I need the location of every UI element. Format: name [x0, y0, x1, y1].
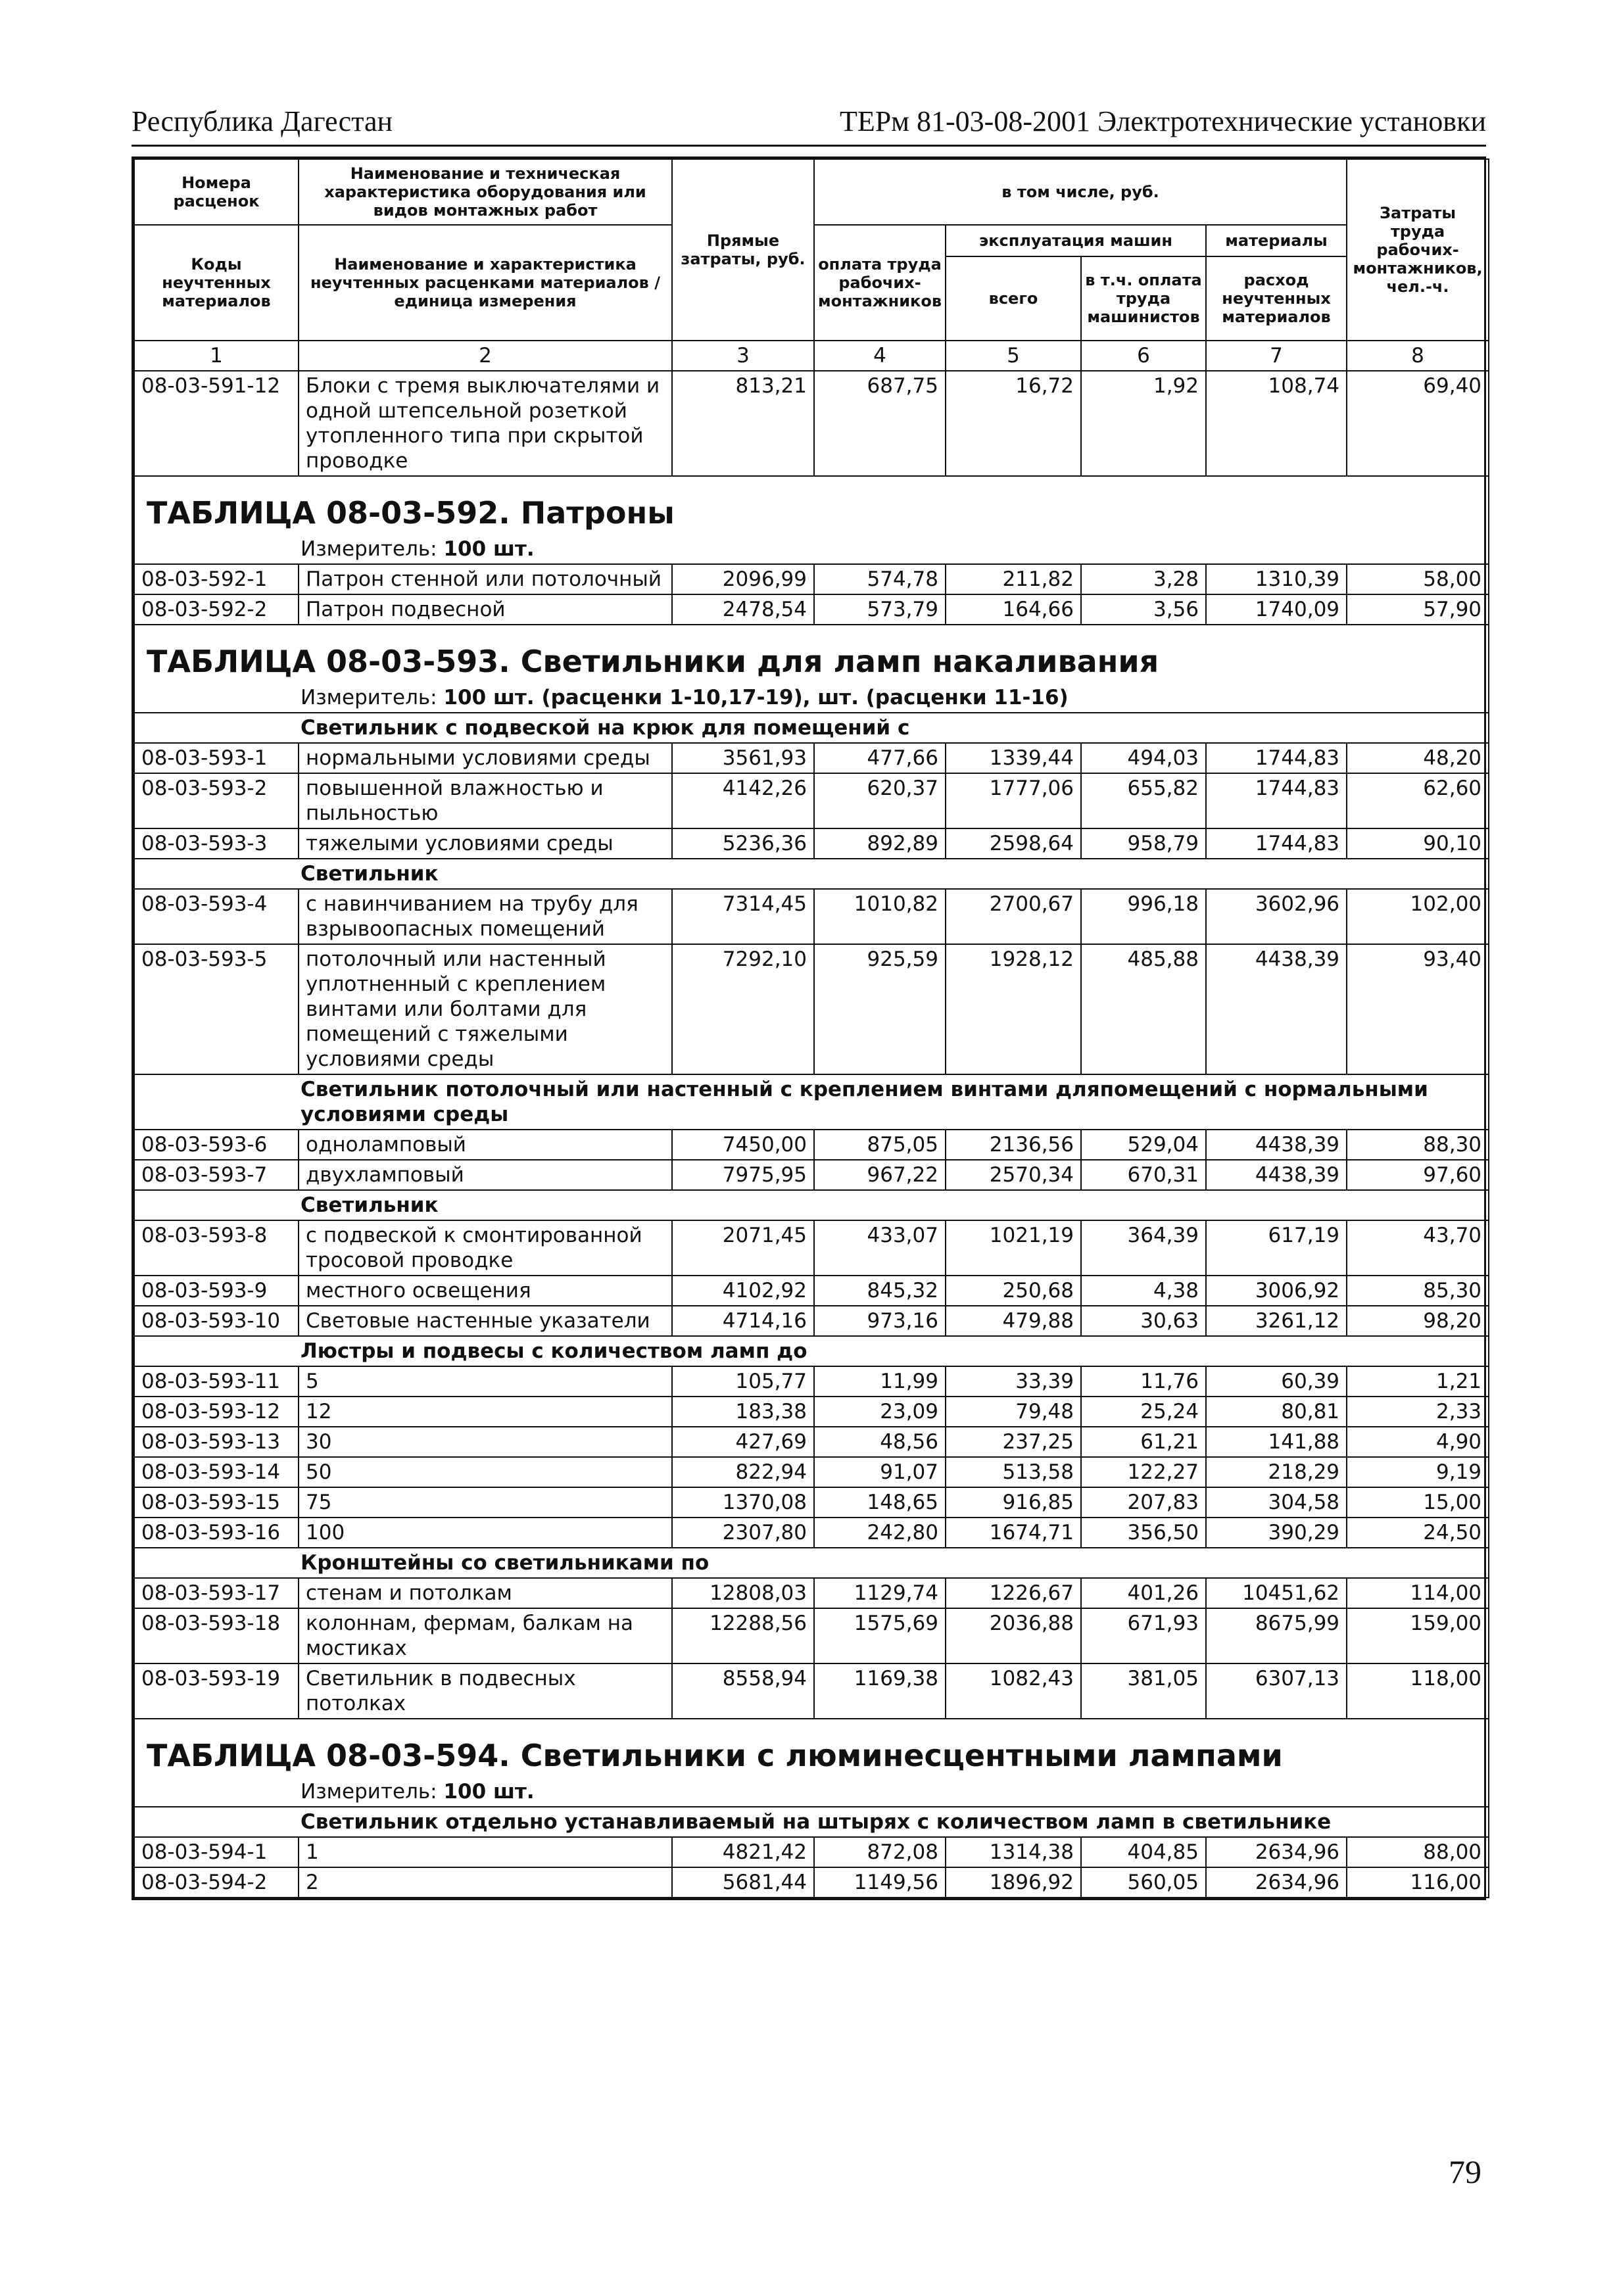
- table-row: [134, 1306, 1489, 1336]
- machines-value: 164,66: [946, 594, 1081, 625]
- machine-wages-value: 30,63: [1081, 1306, 1206, 1336]
- machines-value: 2700,67: [946, 889, 1081, 944]
- group-heading: Люстры и подвесы с количеством ламп до: [134, 1336, 1489, 1366]
- col-num: 2: [299, 341, 672, 371]
- col-codes-bottom: Коды неучтенных материалов: [134, 225, 299, 341]
- table-row: [134, 773, 1489, 828]
- labor-value: 102,00: [1347, 889, 1489, 944]
- table-row: [134, 564, 1489, 594]
- direct-cost: 2071,45: [672, 1220, 814, 1276]
- table-row: [134, 1366, 1489, 1397]
- labor-value: 57,90: [1347, 594, 1489, 625]
- direct-cost: 2478,54: [672, 594, 814, 625]
- table-title: ТАБЛИЦА 08-03-592. Патроны: [134, 476, 1489, 535]
- machine-wages-value: 25,24: [1081, 1397, 1206, 1427]
- rate-name: 5: [299, 1366, 672, 1397]
- machines-value: 1674,71: [946, 1518, 1081, 1548]
- col-num: 3: [672, 341, 814, 371]
- rate-code: 08-03-594-2: [134, 1867, 299, 1898]
- measure-value: 100 шт.: [443, 1780, 535, 1804]
- col-name-top: Наименование и техническая характеристика оборудования или видов монтажных работ: [299, 159, 672, 225]
- wages-value: 1149,56: [814, 1867, 946, 1898]
- rate-name: одноламповый: [299, 1130, 672, 1160]
- col-wages: оплата труда рабочих-монтажников: [814, 225, 946, 341]
- machine-wages-value: 996,18: [1081, 889, 1206, 944]
- rate-name: 1: [299, 1837, 672, 1867]
- measure-value: 100 шт.: [443, 537, 535, 561]
- rate-code: 08-03-591-12: [134, 371, 299, 476]
- wages-value: 574,78: [814, 564, 946, 594]
- col-mach-wages: в т.ч. оплата труда машинистов: [1081, 256, 1206, 341]
- machines-value: 1314,38: [946, 1837, 1081, 1867]
- wages-value: 23,09: [814, 1397, 946, 1427]
- rate-code: 08-03-593-8: [134, 1220, 299, 1276]
- rates-table-frame: [132, 156, 1486, 1900]
- wages-value: 1129,74: [814, 1578, 946, 1608]
- table-row: [134, 1663, 1489, 1719]
- materials-value: 1310,39: [1206, 564, 1347, 594]
- rate-name: потолочный или настенный уплотненный с креплением винтами или болтами для помещений с тяжелыми условиями среды: [299, 944, 672, 1074]
- col-incl: в том числе, руб.: [814, 159, 1347, 225]
- rate-name: тяжелыми условиями среды: [299, 828, 672, 859]
- rate-code: 08-03-593-1: [134, 743, 299, 773]
- group-heading: Светильник потолочный или настенный с креплением винтами дляпомещений с нормальными условиями среды: [134, 1074, 1489, 1130]
- rate-name: стенам и потолкам: [299, 1578, 672, 1608]
- rate-code: 08-03-592-1: [134, 564, 299, 594]
- table-row: [134, 743, 1489, 773]
- labor-value: 43,70: [1347, 1220, 1489, 1276]
- materials-value: 218,29: [1206, 1457, 1347, 1487]
- wages-value: 967,22: [814, 1160, 946, 1190]
- col-codes-top: Номера расценок: [134, 159, 299, 225]
- materials-value: 617,19: [1206, 1220, 1347, 1276]
- materials-value: 2634,96: [1206, 1837, 1347, 1867]
- wages-value: 242,80: [814, 1518, 946, 1548]
- machines-value: 1777,06: [946, 773, 1081, 828]
- measure-unit: [134, 683, 1489, 713]
- table-title: ТАБЛИЦА 08-03-594. Светильники с люминесцентными лампами: [134, 1719, 1489, 1777]
- materials-value: 304,58: [1206, 1487, 1347, 1518]
- wages-value: 872,08: [814, 1837, 946, 1867]
- col-materials-sub: расход неучтенных материалов: [1206, 256, 1347, 341]
- rate-name: Световые настенные указатели: [299, 1306, 672, 1336]
- labor-value: 97,60: [1347, 1160, 1489, 1190]
- rate-code: 08-03-593-7: [134, 1160, 299, 1190]
- wages-value: 925,59: [814, 944, 946, 1074]
- direct-cost: 813,21: [672, 371, 814, 476]
- machines-value: 1082,43: [946, 1663, 1081, 1719]
- machine-wages-value: 670,31: [1081, 1160, 1206, 1190]
- col-num: 7: [1206, 341, 1347, 371]
- table-row: [134, 1518, 1489, 1548]
- header-row-1: [134, 159, 1489, 225]
- table-row: [134, 828, 1489, 859]
- labor-value: 62,60: [1347, 773, 1489, 828]
- machine-wages-value: 3,28: [1081, 564, 1206, 594]
- machine-wages-value: 61,21: [1081, 1427, 1206, 1457]
- table-title: ТАБЛИЦА 08-03-593. Светильники для ламп накаливания: [134, 625, 1489, 683]
- rate-code: 08-03-593-14: [134, 1457, 299, 1487]
- materials-value: 141,88: [1206, 1427, 1347, 1457]
- rate-code: 08-03-593-11: [134, 1366, 299, 1397]
- group-heading-row: [134, 1190, 1489, 1220]
- col-num: 5: [946, 341, 1081, 371]
- rates-table: [133, 158, 1489, 1898]
- direct-cost: 105,77: [672, 1366, 814, 1397]
- col-num: 8: [1347, 341, 1489, 371]
- section-title-row: [134, 476, 1489, 535]
- group-heading: Светильник: [134, 859, 1489, 889]
- machine-wages-value: 958,79: [1081, 828, 1206, 859]
- direct-cost: 4821,42: [672, 1837, 814, 1867]
- machines-value: 2136,56: [946, 1130, 1081, 1160]
- table-row: [134, 594, 1489, 625]
- labor-value: 90,10: [1347, 828, 1489, 859]
- materials-value: 4438,39: [1206, 1130, 1347, 1160]
- labor-value: 88,30: [1347, 1130, 1489, 1160]
- machine-wages-value: 207,83: [1081, 1487, 1206, 1518]
- col-materials: материалы: [1206, 225, 1347, 256]
- table-row: [134, 1457, 1489, 1487]
- group-heading-row: [134, 1807, 1489, 1837]
- machine-wages-value: 122,27: [1081, 1457, 1206, 1487]
- machines-value: 2598,64: [946, 828, 1081, 859]
- section-title-row: [134, 625, 1489, 683]
- machine-wages-value: 401,26: [1081, 1578, 1206, 1608]
- rate-code: 08-03-593-18: [134, 1608, 299, 1663]
- measure-row: [134, 683, 1489, 713]
- section-title-row: [134, 1719, 1489, 1777]
- col-labor: Затраты труда рабочих-монтажников, чел.-ч.: [1347, 159, 1489, 341]
- machines-value: 250,68: [946, 1276, 1081, 1306]
- rate-name: Патрон стенной или потолочный: [299, 564, 672, 594]
- labor-value: 1,21: [1347, 1366, 1489, 1397]
- machine-wages-value: 560,05: [1081, 1867, 1206, 1898]
- labor-value: 116,00: [1347, 1867, 1489, 1898]
- group-heading: Кронштейны со светильниками по: [134, 1548, 1489, 1578]
- wages-value: 91,07: [814, 1457, 946, 1487]
- rate-code: 08-03-593-17: [134, 1578, 299, 1608]
- rate-code: 08-03-593-5: [134, 944, 299, 1074]
- col-num: 6: [1081, 341, 1206, 371]
- labor-value: 69,40: [1347, 371, 1489, 476]
- machines-value: 1339,44: [946, 743, 1081, 773]
- direct-cost: 5236,36: [672, 828, 814, 859]
- table-row: [134, 371, 1489, 476]
- labor-value: 114,00: [1347, 1578, 1489, 1608]
- rate-code: 08-03-593-3: [134, 828, 299, 859]
- machines-value: 1226,67: [946, 1578, 1081, 1608]
- machines-value: 33,39: [946, 1366, 1081, 1397]
- col-mach-total: всего: [946, 256, 1081, 341]
- group-heading-row: [134, 859, 1489, 889]
- labor-value: 58,00: [1347, 564, 1489, 594]
- labor-value: 15,00: [1347, 1487, 1489, 1518]
- wages-value: 973,16: [814, 1306, 946, 1336]
- col-num: 4: [814, 341, 946, 371]
- rate-name: 2: [299, 1867, 672, 1898]
- materials-value: 3602,96: [1206, 889, 1347, 944]
- rate-code: 08-03-593-4: [134, 889, 299, 944]
- materials-value: 1744,83: [1206, 773, 1347, 828]
- wages-value: 573,79: [814, 594, 946, 625]
- materials-value: 80,81: [1206, 1397, 1347, 1427]
- materials-value: 10451,62: [1206, 1578, 1347, 1608]
- rate-code: 08-03-593-13: [134, 1427, 299, 1457]
- table-row: [134, 1160, 1489, 1190]
- materials-value: 1740,09: [1206, 594, 1347, 625]
- machines-value: 211,82: [946, 564, 1081, 594]
- table-row: [134, 1487, 1489, 1518]
- direct-cost: 4102,92: [672, 1276, 814, 1306]
- materials-value: 4438,39: [1206, 1160, 1347, 1190]
- machines-value: 513,58: [946, 1457, 1081, 1487]
- machine-wages-value: 655,82: [1081, 773, 1206, 828]
- page-number: 79: [1449, 2153, 1481, 2190]
- machine-wages-value: 494,03: [1081, 743, 1206, 773]
- direct-cost: 427,69: [672, 1427, 814, 1457]
- materials-value: 8675,99: [1206, 1608, 1347, 1663]
- machines-value: 79,48: [946, 1397, 1081, 1427]
- table-row: [134, 1276, 1489, 1306]
- rate-name: 50: [299, 1457, 672, 1487]
- col-num: 1: [134, 341, 299, 371]
- machine-wages-value: 364,39: [1081, 1220, 1206, 1276]
- wages-value: 48,56: [814, 1427, 946, 1457]
- machine-wages-value: 3,56: [1081, 594, 1206, 625]
- rate-name: с навинчиванием на трубу для взрывоопасных помещений: [299, 889, 672, 944]
- rate-code: 08-03-593-12: [134, 1397, 299, 1427]
- machine-wages-value: 4,38: [1081, 1276, 1206, 1306]
- machines-value: 2036,88: [946, 1608, 1081, 1663]
- table-row: [134, 1608, 1489, 1663]
- table-row: [134, 1578, 1489, 1608]
- rate-name: колоннам, фермам, балкам на мостиках: [299, 1608, 672, 1663]
- rate-code: 08-03-593-9: [134, 1276, 299, 1306]
- table-row: [134, 1220, 1489, 1276]
- measure-label: Измеритель:: [301, 1780, 444, 1804]
- machines-value: 916,85: [946, 1487, 1081, 1518]
- rate-name: 75: [299, 1487, 672, 1518]
- machine-wages-value: 11,76: [1081, 1366, 1206, 1397]
- rate-code: 08-03-593-15: [134, 1487, 299, 1518]
- machines-value: 479,88: [946, 1306, 1081, 1336]
- wages-value: 875,05: [814, 1130, 946, 1160]
- group-heading: Светильник отдельно устанавливаемый на штырях с количеством ламп в светильнике: [134, 1807, 1489, 1837]
- rate-code: 08-03-593-6: [134, 1130, 299, 1160]
- labor-value: 118,00: [1347, 1663, 1489, 1719]
- labor-value: 98,20: [1347, 1306, 1489, 1336]
- wages-value: 620,37: [814, 773, 946, 828]
- machine-wages-value: 356,50: [1081, 1518, 1206, 1548]
- rate-name: Светильник в подвесных потолках: [299, 1663, 672, 1719]
- labor-value: 93,40: [1347, 944, 1489, 1074]
- direct-cost: 822,94: [672, 1457, 814, 1487]
- rate-name: с подвеской к смонтированной тросовой проводке: [299, 1220, 672, 1276]
- machine-wages-value: 671,93: [1081, 1608, 1206, 1663]
- labor-value: 48,20: [1347, 743, 1489, 773]
- group-heading-row: [134, 1074, 1489, 1130]
- machine-wages-value: 485,88: [1081, 944, 1206, 1074]
- rate-code: 08-03-593-2: [134, 773, 299, 828]
- labor-value: 4,90: [1347, 1427, 1489, 1457]
- direct-cost: 12808,03: [672, 1578, 814, 1608]
- machines-value: 2570,34: [946, 1160, 1081, 1190]
- measure-label: Измеритель:: [301, 537, 444, 561]
- wages-value: 1010,82: [814, 889, 946, 944]
- wages-value: 845,32: [814, 1276, 946, 1306]
- group-heading-row: [134, 713, 1489, 743]
- materials-value: 2634,96: [1206, 1867, 1347, 1898]
- group-heading-row: [134, 1548, 1489, 1578]
- column-numbers-row: [134, 341, 1489, 371]
- machine-wages-value: 381,05: [1081, 1663, 1206, 1719]
- table-row: [134, 1427, 1489, 1457]
- table-row: [134, 1397, 1489, 1427]
- wages-value: 433,07: [814, 1220, 946, 1276]
- table-row: [134, 889, 1489, 944]
- direct-cost: 7975,95: [672, 1160, 814, 1190]
- labor-value: 85,30: [1347, 1276, 1489, 1306]
- measure-label: Измеритель:: [301, 686, 444, 709]
- rate-name: 100: [299, 1518, 672, 1548]
- labor-value: 24,50: [1347, 1518, 1489, 1548]
- measure-row: [134, 535, 1489, 564]
- wages-value: 148,65: [814, 1487, 946, 1518]
- materials-value: 390,29: [1206, 1518, 1347, 1548]
- rate-name: двухламповый: [299, 1160, 672, 1190]
- running-header: [132, 99, 1486, 147]
- materials-value: 60,39: [1206, 1366, 1347, 1397]
- machines-value: 1928,12: [946, 944, 1081, 1074]
- table-row: [134, 1867, 1489, 1898]
- wages-value: 892,89: [814, 828, 946, 859]
- rate-code: 08-03-593-19: [134, 1663, 299, 1719]
- machine-wages-value: 404,85: [1081, 1837, 1206, 1867]
- machines-value: 16,72: [946, 371, 1081, 476]
- rate-name: местного освещения: [299, 1276, 672, 1306]
- wages-value: 477,66: [814, 743, 946, 773]
- header-region: Республика Дагестан: [132, 105, 393, 137]
- col-name-bottom: Наименование и характеристика неучтенных расценками материалов / единица измерения: [299, 225, 672, 341]
- labor-value: 159,00: [1347, 1608, 1489, 1663]
- wages-value: 687,75: [814, 371, 946, 476]
- wages-value: 1575,69: [814, 1608, 946, 1663]
- machines-value: 1021,19: [946, 1220, 1081, 1276]
- direct-cost: 7292,10: [672, 944, 814, 1074]
- direct-cost: 183,38: [672, 1397, 814, 1427]
- col-direct: Прямые затраты, руб.: [672, 159, 814, 341]
- materials-value: 3261,12: [1206, 1306, 1347, 1336]
- rate-code: 08-03-594-1: [134, 1837, 299, 1867]
- direct-cost: 7450,00: [672, 1130, 814, 1160]
- rate-name: Блоки с тремя выключателями и одной штепсельной розеткой утопленного типа при скрытой проводке: [299, 371, 672, 476]
- machine-wages-value: 529,04: [1081, 1130, 1206, 1160]
- direct-cost: 2096,99: [672, 564, 814, 594]
- measure-unit: [134, 1777, 1489, 1807]
- rate-code: 08-03-593-10: [134, 1306, 299, 1336]
- table-row: [134, 944, 1489, 1074]
- direct-cost: 7314,45: [672, 889, 814, 944]
- rate-name: нормальными условиями среды: [299, 743, 672, 773]
- materials-value: 108,74: [1206, 371, 1347, 476]
- wages-value: 1169,38: [814, 1663, 946, 1719]
- machine-wages-value: 1,92: [1081, 371, 1206, 476]
- direct-cost: 2307,80: [672, 1518, 814, 1548]
- direct-cost: 12288,56: [672, 1608, 814, 1663]
- direct-cost: 4142,26: [672, 773, 814, 828]
- table-row: [134, 1130, 1489, 1160]
- wages-value: 11,99: [814, 1366, 946, 1397]
- labor-value: 2,33: [1347, 1397, 1489, 1427]
- group-heading: Светильник: [134, 1190, 1489, 1220]
- rate-name: 12: [299, 1397, 672, 1427]
- machines-value: 1896,92: [946, 1867, 1081, 1898]
- materials-value: 1744,83: [1206, 828, 1347, 859]
- group-heading: Светильник с подвеской на крюк для помещений с: [134, 713, 1489, 743]
- labor-value: 9,19: [1347, 1457, 1489, 1487]
- direct-cost: 4714,16: [672, 1306, 814, 1336]
- direct-cost: 8558,94: [672, 1663, 814, 1719]
- direct-cost: 1370,08: [672, 1487, 814, 1518]
- materials-value: 3006,92: [1206, 1276, 1347, 1306]
- direct-cost: 5681,44: [672, 1867, 814, 1898]
- col-machines: эксплуатация машин: [946, 225, 1206, 256]
- rate-name: 30: [299, 1427, 672, 1457]
- measure-row: [134, 1777, 1489, 1807]
- rate-code: 08-03-593-16: [134, 1518, 299, 1548]
- rate-name: повышенной влажностью и пыльностью: [299, 773, 672, 828]
- labor-value: 88,00: [1347, 1837, 1489, 1867]
- materials-value: 4438,39: [1206, 944, 1347, 1074]
- header-document-code: ТЕРм 81-03-08-2001 Электротехнические установки: [839, 105, 1486, 137]
- direct-cost: 3561,93: [672, 743, 814, 773]
- measure-unit: [134, 535, 1489, 564]
- group-heading-row: [134, 1336, 1489, 1366]
- materials-value: 6307,13: [1206, 1663, 1347, 1719]
- rate-name: Патрон подвесной: [299, 594, 672, 625]
- materials-value: 1744,83: [1206, 743, 1347, 773]
- table-row: [134, 1837, 1489, 1867]
- rate-code: 08-03-592-2: [134, 594, 299, 625]
- measure-value: 100 шт. (расценки 1-10,17-19), шт. (расценки 11-16): [443, 686, 1069, 709]
- machines-value: 237,25: [946, 1427, 1081, 1457]
